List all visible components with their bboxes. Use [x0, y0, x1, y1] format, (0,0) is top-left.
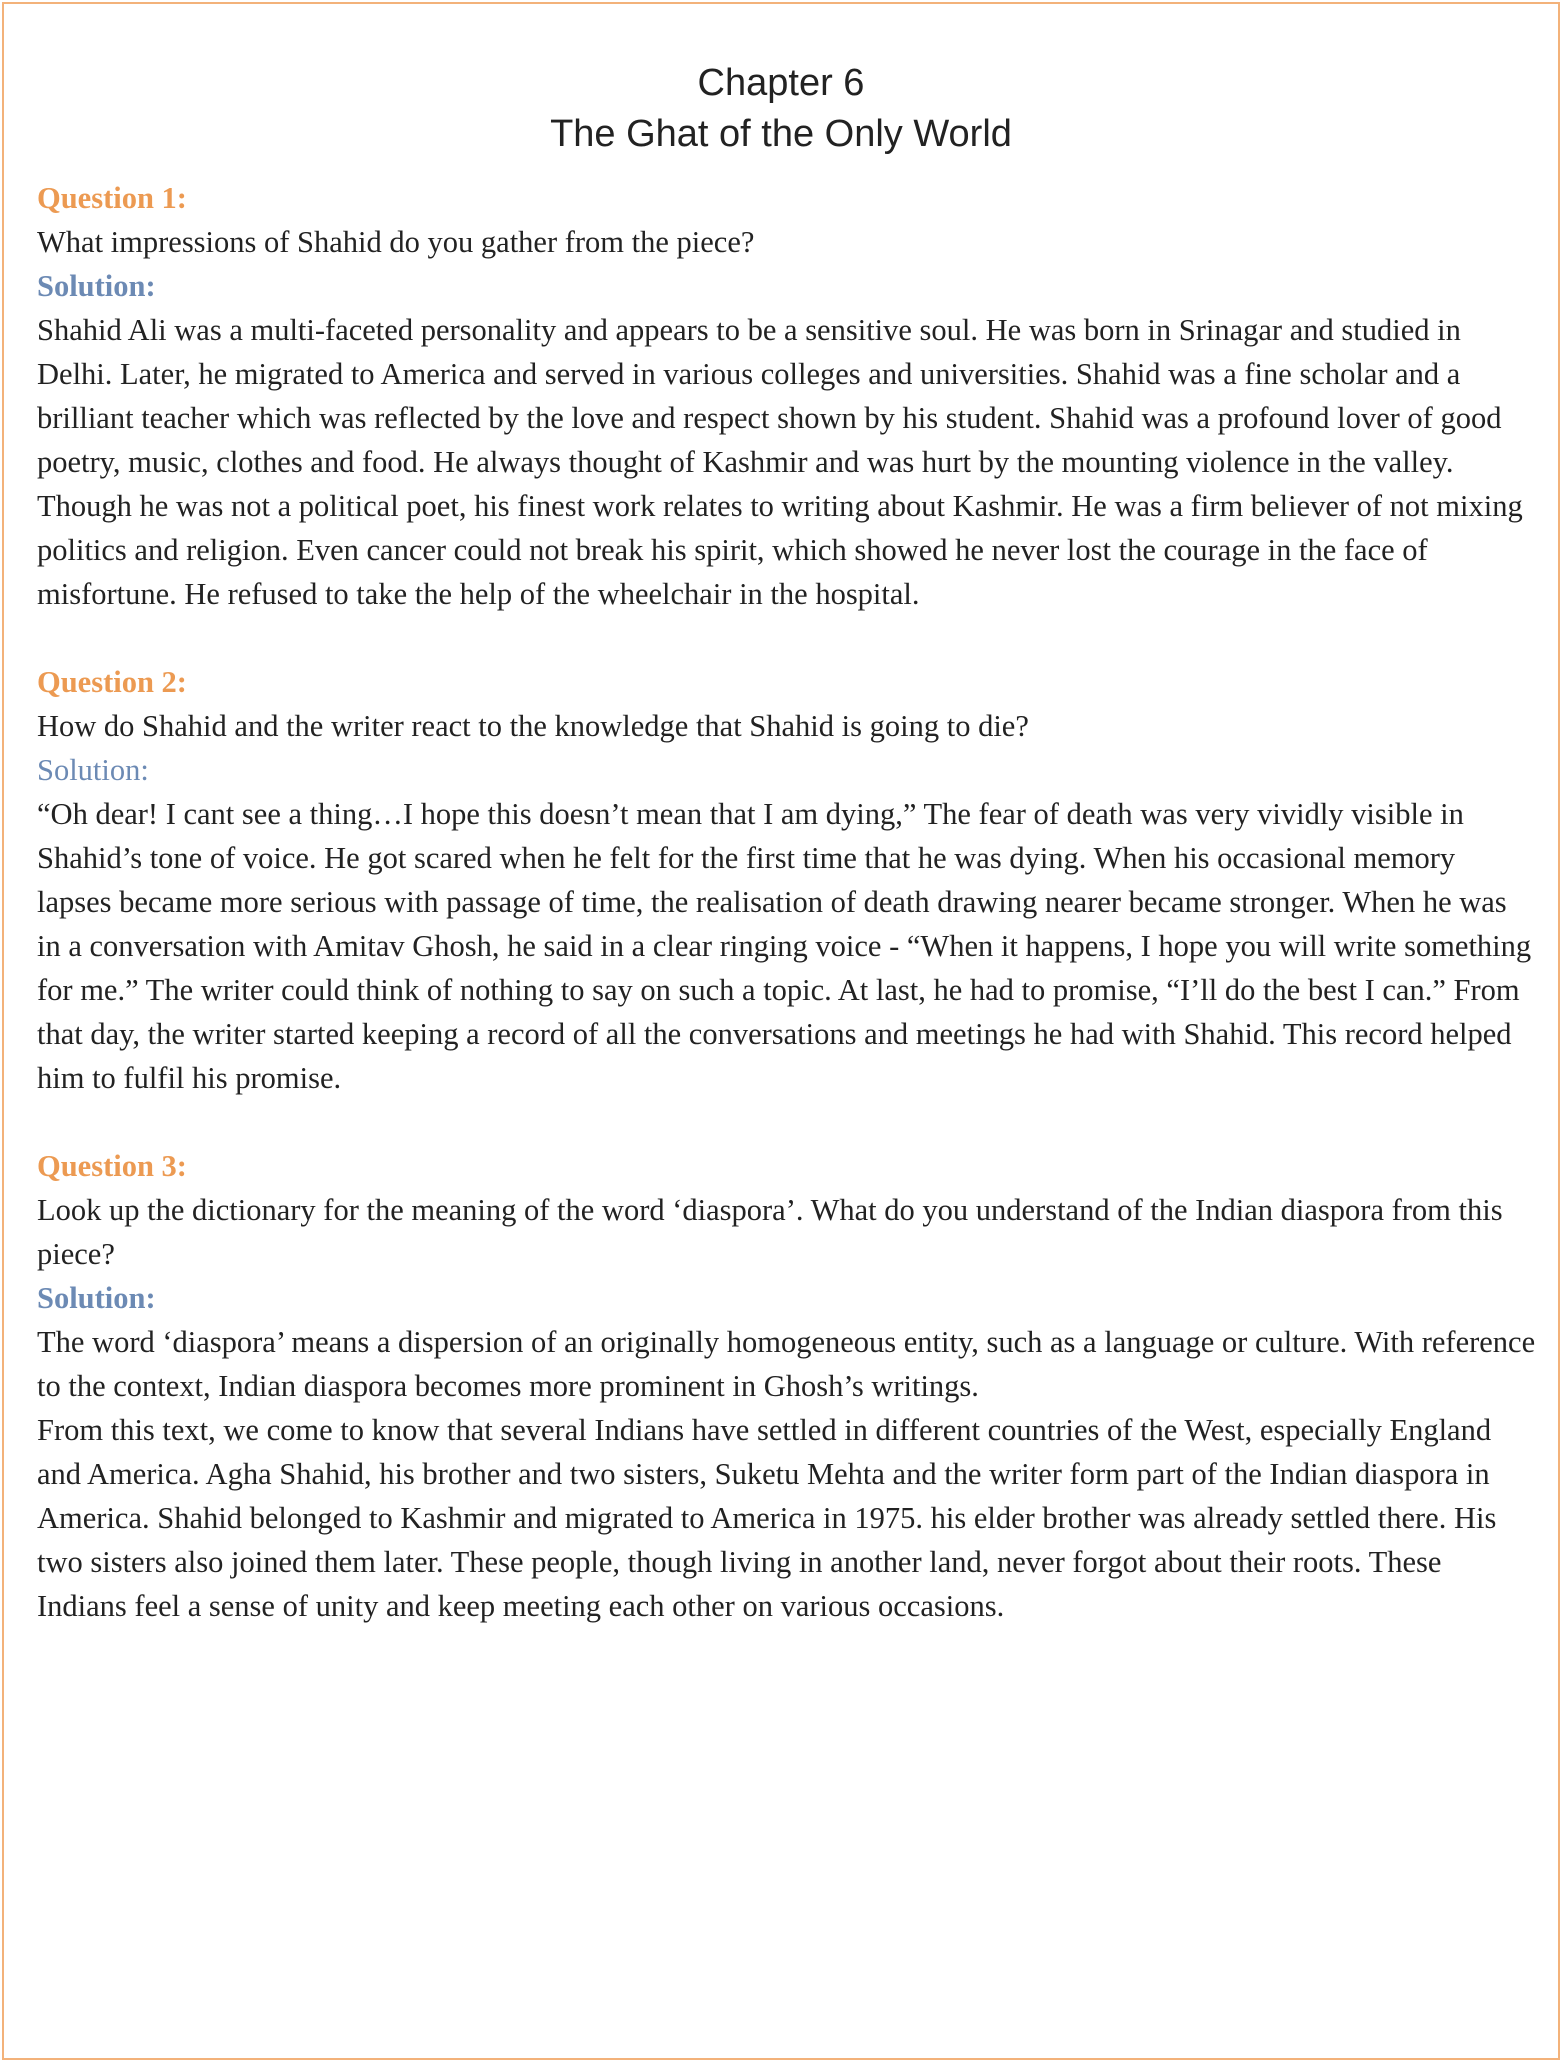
- question-text: Look up the dictionary for the meaning of the word ‘diaspora’. What do you understand of the Indian diaspora from this piece?: [37, 1193, 1503, 1271]
- solution-paragraph: “Oh dear! I cant see a thing…I hope this doesn’t mean that I am dying,” The fear of death was very vividly visible in Shahid’s tone of voice. He got scared when he felt for the first time that he was dying. When his occasional memory lapses became more serious with passage of time, the realisation of death drawing nearer became stronger. When he was in a conversation with Amitav Ghosh, he said in a clear ringing voice - “When it happens, I hope you will write something for me.” The writer could think of nothing to say on such a topic. At last, he had to promise, “I’ll do the best I can.” From that day, the writer started keeping a record of all the conversations and meetings he had with Shahid. This record helped him to fulfil his promise.: [37, 797, 1532, 1095]
- page: [2, 2, 1560, 2060]
- spacer: [37, 616, 1537, 660]
- question-label: Question 3:: [37, 1149, 187, 1183]
- question-block-1: [37, 176, 1537, 616]
- question-label: Question 2:: [37, 665, 187, 699]
- question-block-2: [37, 660, 1537, 1100]
- solution-paragraph: From this text, we come to know that several Indians have settled in different countries of the West, especially England and America. Agha Shahid, his brother and two sisters, Suketu Mehta and the writer form part of the Indian diaspora in America. Shahid belonged to Kashmir and migrated to America in 1975. his elder brother was already settled there. His two sisters also joined them later. These people, though living in another land, never forgot about their roots. These Indians feel a sense of unity and keep meeting each other on various occasions.: [37, 1413, 1497, 1623]
- solution-paragraph: The word ‘diaspora’ means a dispersion of an originally homogeneous entity, such as a language or culture. With reference to the context, Indian diaspora becomes more prominent in Ghosh’s writings.: [37, 1325, 1536, 1403]
- solution-label: Solution:: [37, 269, 156, 303]
- solution-paragraph: Shahid Ali was a multi-faceted personality and appears to be a sensitive soul. He was born in Srinagar and studied in Delhi. Later, he migrated to America and served in various colleges and universities. Shahid was a fine scholar and a brilliant teacher which was reflected by the love and respect shown by his student. Shahid was a profound lover of good poetry, music, clothes and food. He always thought of Kashmir and was hurt by the mounting violence in the valley. Though he was not a political poet, his finest work relates to writing about Kashmir. He was a firm believer of not mixing politics and religion. Even cancer could not break his spirit, which showed he never lost the courage in the face of misfortune. He refused to take the help of the wheelchair in the hospital.: [37, 313, 1523, 611]
- solution-label: Solution:: [37, 753, 149, 787]
- solution-label: Solution:: [37, 1281, 156, 1315]
- chapter-title: The Ghat of the Only World: [550, 113, 1012, 155]
- chapter-number: Chapter 6: [697, 62, 865, 104]
- spacer: [37, 1100, 1537, 1144]
- chapter-header: [4, 58, 1558, 160]
- question-label: Question 1:: [37, 181, 187, 215]
- question-text: How do Shahid and the writer react to the knowledge that Shahid is going to die?: [37, 709, 1029, 743]
- question-block-3: [37, 1144, 1537, 1628]
- question-text: What impressions of Shahid do you gather from the piece?: [37, 225, 755, 259]
- content: [37, 176, 1537, 1628]
